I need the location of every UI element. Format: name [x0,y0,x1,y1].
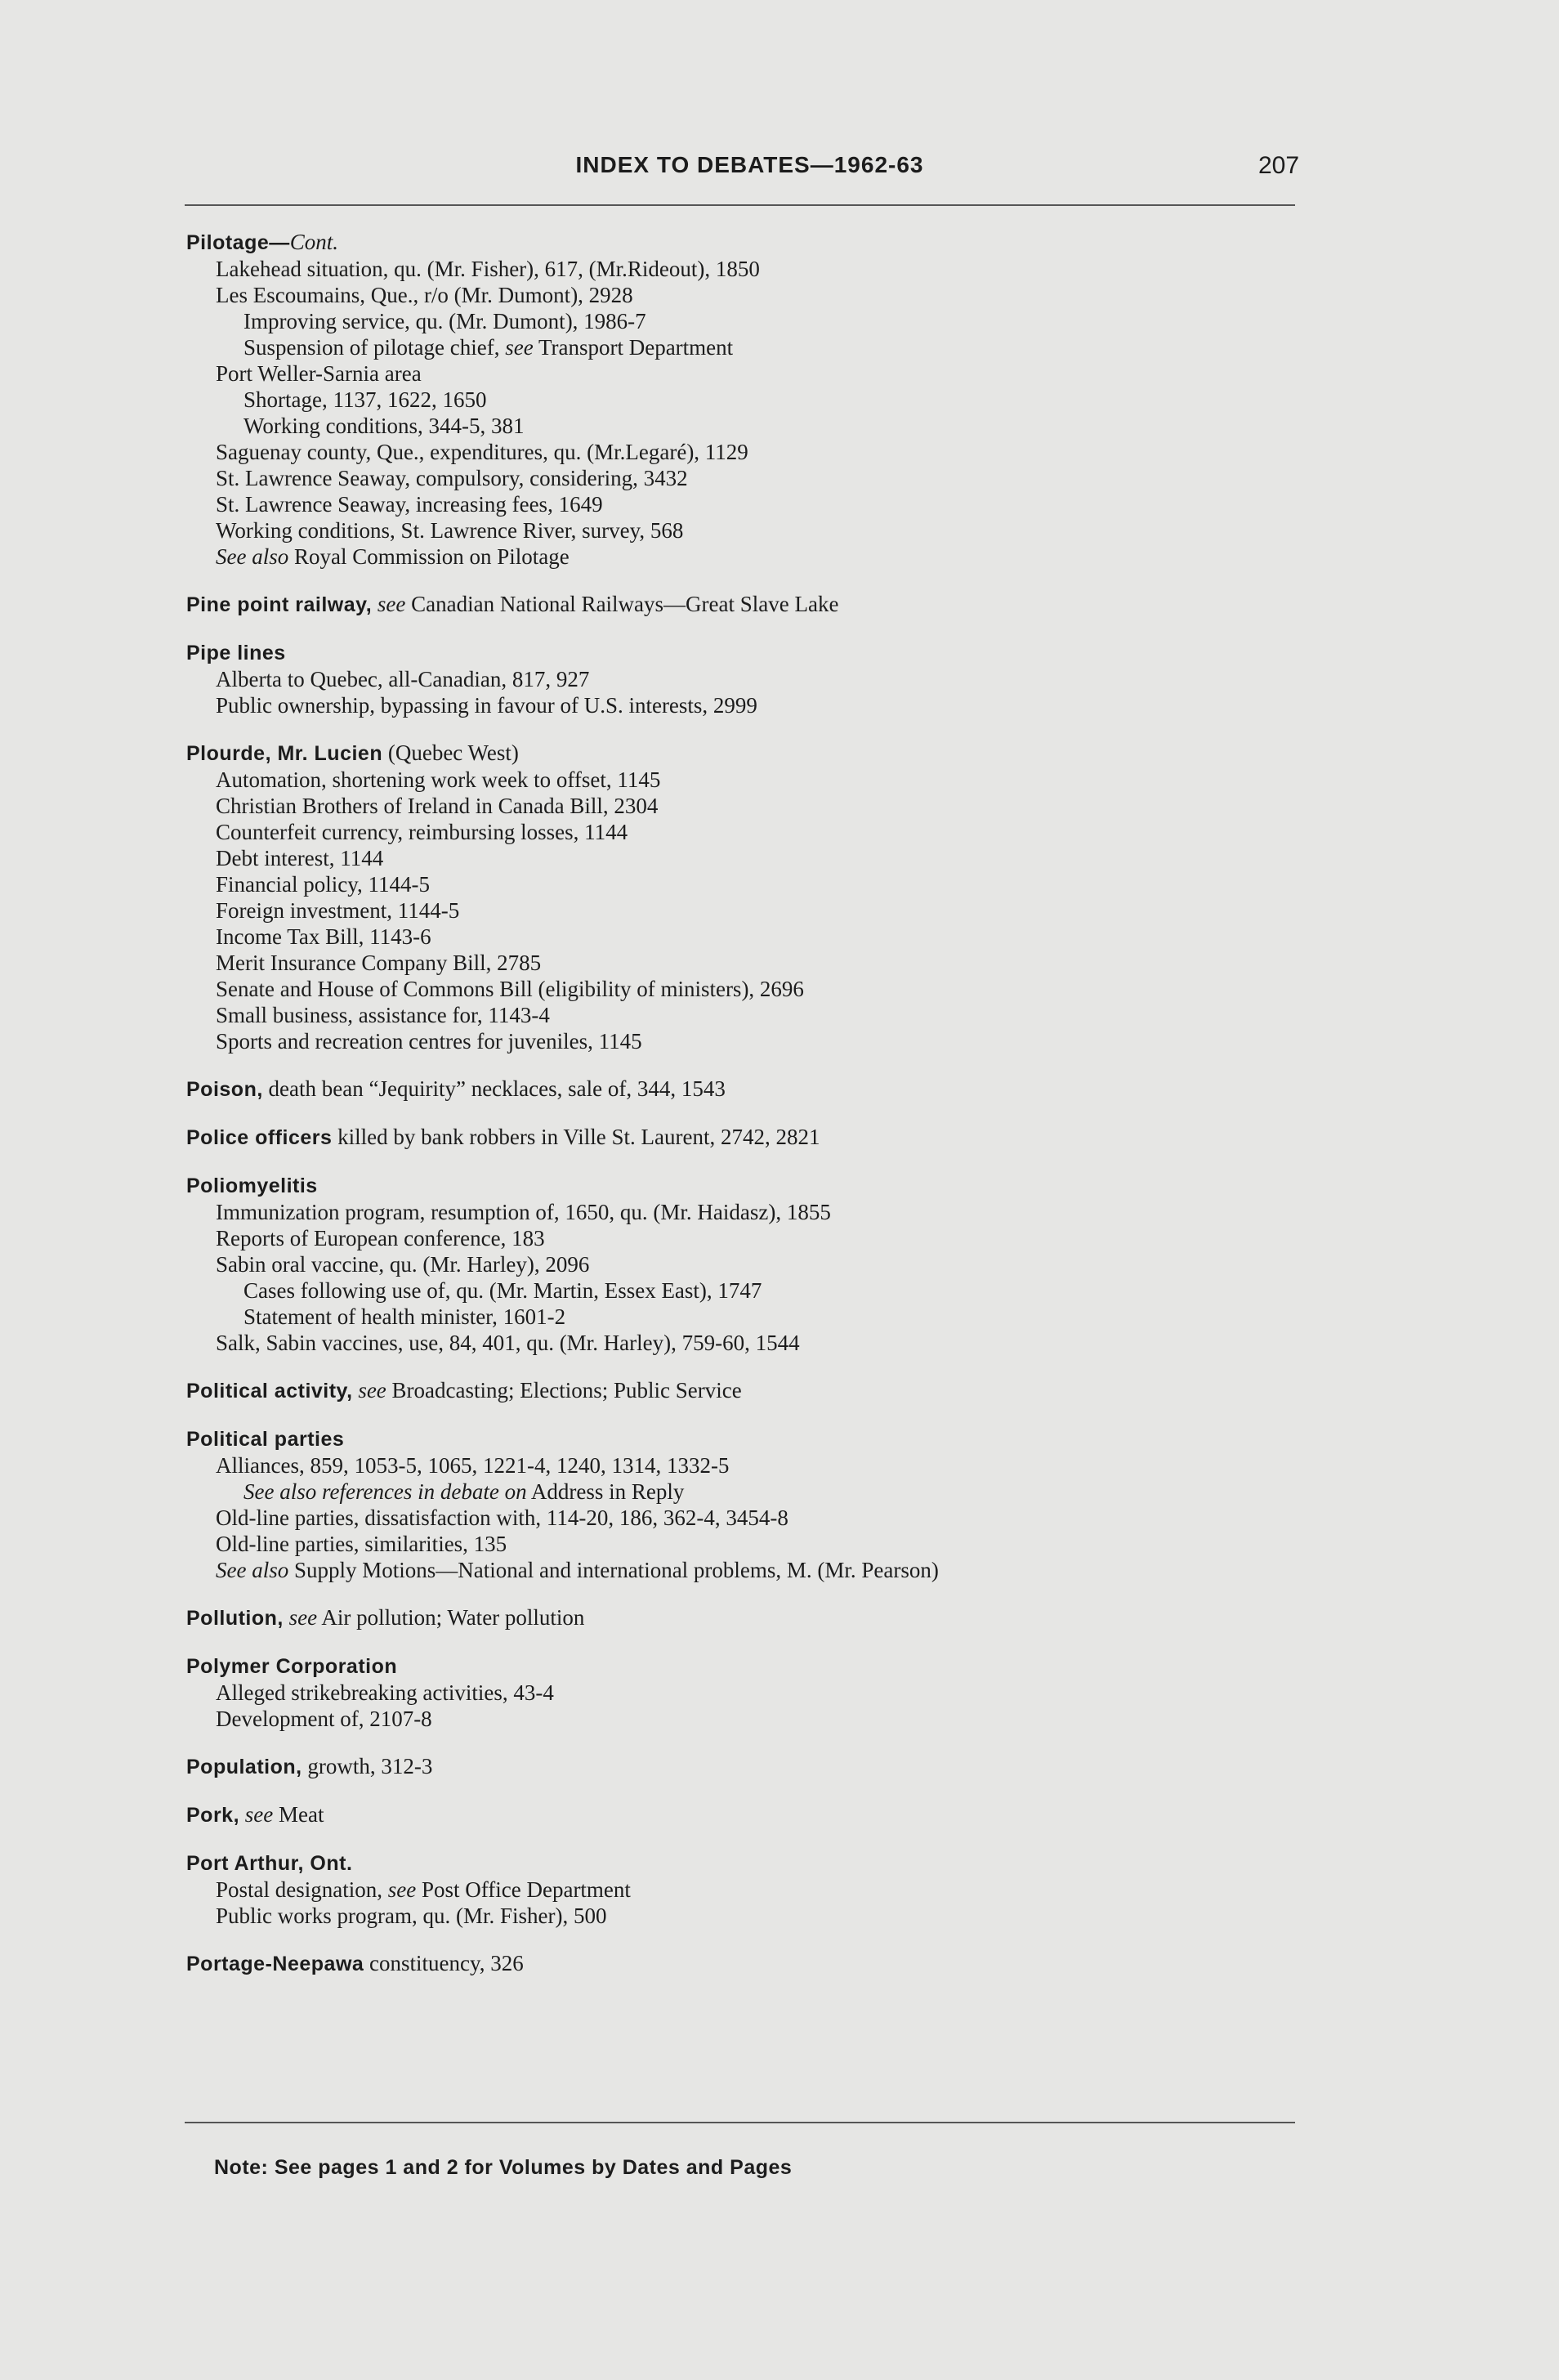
entry-heading: Pipe lines [186,642,286,664]
index-entry [186,1172,1298,1356]
entry-heading: Pilotage [186,231,270,254]
index-entry [186,1124,1298,1151]
subentry: Immunization program, resumption of, 1650, qu. (Mr. Haidasz), 1855 [216,1200,831,1224]
entry-heading-line [186,740,1298,767]
sub-subentry: Cases following use of, qu. (Mr. Martin, Essex East), 1747 [243,1278,762,1303]
entry-heading-rest: see Air pollution; Water pollution [288,1605,585,1630]
subentry: Automation, shortening work week to offset, 1145 [216,767,661,792]
entry-heading: Port Arthur, Ont. [186,1852,353,1875]
subentry: Christian Brothers of Ireland in Canada Bill, 2304 [216,794,659,818]
subentry: Salk, Sabin vaccines, use, 84, 401, qu. (Mr. Harley), 759-60, 1544 [216,1331,800,1355]
index-entry [186,1653,1298,1732]
entry-heading: Population, [186,1756,302,1778]
subentry: Alliances, 859, 1053-5, 1065, 1221-4, 1240, 1314, 1332-5 [216,1453,730,1478]
subentry: Les Escoumains, Que., r/o (Mr. Dumont), 2928 [216,283,633,307]
subentry: St. Lawrence Seaway, increasing fees, 1649 [216,492,603,517]
subentry: St. Lawrence Seaway, compulsory, considering, 3432 [216,466,688,490]
index-entry [186,1604,1298,1631]
entry-heading: Polymer Corporation [186,1655,398,1678]
entry-heading-line [186,1076,1298,1103]
entry-heading: Poison, [186,1078,263,1101]
entry-heading-rest: (Quebec West) [382,740,519,765]
index-entry [186,1377,1298,1404]
entry-heading-rest: see Canadian National Railways—Great Slave Lake [377,592,839,616]
entry-heading-rest: constituency, 326 [364,1951,524,1975]
subentry: Foreign investment, 1144-5 [216,898,460,923]
subentry: Financial policy, 1144-5 [216,872,430,897]
subentry: Saguenay county, Que., expenditures, qu. (Mr.Legaré), 1129 [216,440,748,464]
entry-heading: Pine point railway, [186,593,373,616]
entry-heading-line [186,1604,1298,1631]
entry-heading-line [186,1850,1298,1877]
footer-note: Note: See pages 1 and 2 for Volumes by Dates and Pages [214,2156,793,2179]
subentry: Working conditions, St. Lawrence River, survey, 568 [216,518,684,543]
subentry: Small business, assistance for, 1143-4 [216,1003,550,1027]
subentry: Counterfeit currency, reimbursing losses, 1144 [216,820,628,844]
subentry: Reports of European conference, 183 [216,1226,545,1250]
subentry: Alleged strikebreaking activities, 43-4 [216,1680,554,1705]
index-entry [186,1801,1298,1828]
index-entry [186,740,1298,1054]
entry-heading-line [186,1950,1298,1977]
subentry: Merit Insurance Company Bill, 2785 [216,951,542,975]
entry-heading-suffix: —Cont. [269,230,339,254]
entry-heading-line [186,1653,1298,1680]
entry-heading-line [186,639,1298,666]
subentry: Postal designation, see Post Office Department [216,1877,631,1902]
index-entry [186,1753,1298,1780]
page-header-title: INDEX TO DEBATES—1962-63 [575,152,924,177]
subentry: Sports and recreation centres for juveniles, 1145 [216,1029,642,1054]
subentry: Debt interest, 1144 [216,846,384,870]
entry-heading-rest: see Broadcasting; Elections; Public Service [358,1378,742,1402]
footer-rule [185,2122,1295,2123]
index-entry [186,591,1298,618]
entry-heading: Pork, [186,1804,240,1827]
entry-heading: Political activity, [186,1380,353,1402]
sub-subentry: Working conditions, 344-5, 381 [243,414,525,438]
entry-heading: Pollution, [186,1607,284,1630]
entry-heading-line [186,1124,1298,1151]
entry-heading-rest: killed by bank robbers in Ville St. Laurent, 2742, 2821 [332,1125,820,1149]
page-number: 207 [1258,152,1300,179]
entry-heading-rest: growth, 312-3 [302,1754,433,1778]
entry-heading-line [186,1172,1298,1199]
subentry: Old-line parties, similarities, 135 [216,1532,507,1556]
subentry: See also Royal Commission on Pilotage [216,544,570,569]
index-entries [186,229,1298,1998]
entry-heading-line [186,1753,1298,1780]
subentry: See also Supply Motions—National and international problems, M. (Mr. Pearson) [216,1558,939,1582]
index-entry [186,639,1298,718]
index-entry [186,1076,1298,1103]
entry-heading-line [186,1425,1298,1452]
entry-heading-rest: see Meat [244,1802,324,1827]
subentry: Public ownership, bypassing in favour of U.S. interests, 2999 [216,693,757,718]
subentry: Senate and House of Commons Bill (eligibility of ministers), 2696 [216,977,804,1001]
subentry: Port Weller-Sarnia area [216,361,422,386]
sub-subentry: Suspension of pilotage chief, see Transport Department [243,335,734,360]
subentry: Sabin oral vaccine, qu. (Mr. Harley), 2096 [216,1252,590,1277]
entry-heading: Police officers [186,1126,333,1149]
entry-heading: Political parties [186,1428,345,1451]
entry-heading-line [186,1801,1298,1828]
entry-heading-line [186,1377,1298,1404]
subentry: Old-line parties, dissatisfaction with, 114-20, 186, 362-4, 3454-8 [216,1505,788,1530]
subentry: Alberta to Quebec, all-Canadian, 817, 927 [216,667,590,691]
entry-heading: Plourde, Mr. Lucien [186,742,383,765]
entry-heading: Portage-Neepawa [186,1953,364,1975]
entry-heading-rest: death bean “Jequirity” necklaces, sale of, 344, 1543 [262,1076,726,1101]
sub-subentry: Statement of health minister, 1601-2 [243,1304,566,1329]
sub-subentry: Shortage, 1137, 1622, 1650 [243,387,487,412]
entry-heading-line [186,229,1298,256]
subentry: Public works program, qu. (Mr. Fisher), 500 [216,1904,607,1928]
index-entry [186,1950,1298,1977]
entry-heading-line [186,591,1298,618]
header-rule [185,204,1295,206]
sub-subentry: Improving service, qu. (Mr. Dumont), 1986-7 [243,309,646,333]
index-entry [186,229,1298,570]
index-entry [186,1850,1298,1929]
entry-heading: Poliomyelitis [186,1174,318,1197]
subentry: Income Tax Bill, 1143-6 [216,924,431,949]
index-entry [186,1425,1298,1583]
subentry: Development of, 2107-8 [216,1707,432,1731]
subentry: Lakehead situation, qu. (Mr. Fisher), 617, (Mr.Rideout), 1850 [216,257,760,281]
sub-subentry: See also references in debate on Address in Reply [243,1479,685,1504]
